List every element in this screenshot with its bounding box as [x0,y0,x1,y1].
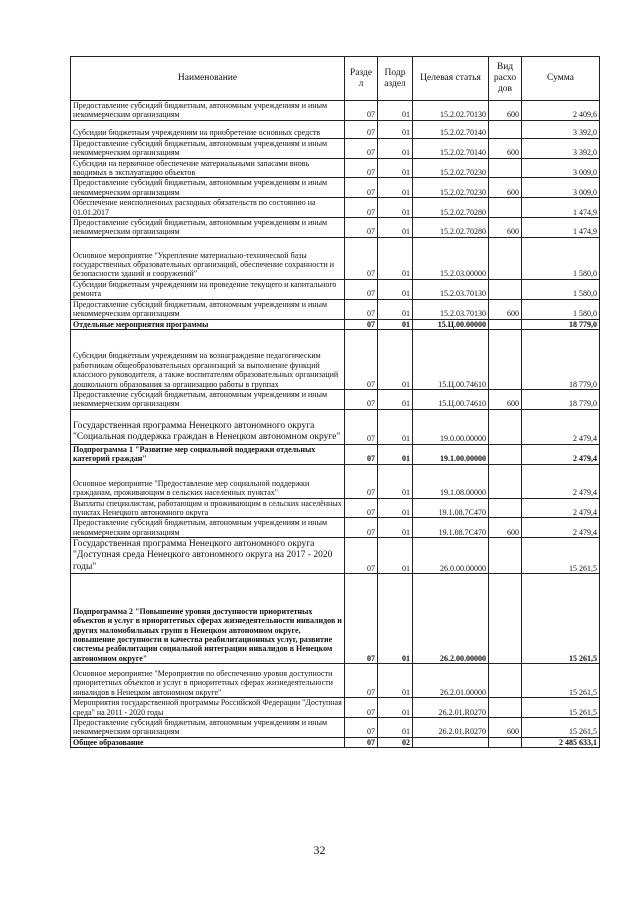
row-sum: 2 479,4 [522,409,600,444]
row-subsection: 02 [378,737,413,747]
row-subsection: 01 [378,498,413,518]
row-target: 19.0.00.00000 [413,409,489,444]
row-target [413,737,489,747]
row-expense-type [489,237,522,279]
table-row [71,138,600,158]
row-section: 07 [345,299,378,319]
row-target: 15.2.02.70230 [413,178,489,198]
row-target: 15.2.03.00000 [413,237,489,279]
row-sum: 1 580,0 [522,279,600,299]
row-section: 07 [345,409,378,444]
row-sum: 3 392,0 [522,120,600,138]
row-sum: 18 779,0 [522,329,600,389]
row-expense-type [489,329,522,389]
table-row [71,178,600,198]
row-expense-type: 600 [489,518,522,538]
row-subsection: 01 [378,664,413,698]
row-subsection: 01 [378,158,413,178]
row-subsection: 01 [378,198,413,218]
row-expense-type [489,664,522,698]
header-target: Целевая статья [413,57,489,101]
row-expense-type: 600 [489,138,522,158]
row-section: 07 [345,518,378,538]
header-expense-type: Вид расхо дов [489,57,522,101]
row-section: 07 [345,464,378,498]
row-sum: 15 261,5 [522,664,600,698]
row-target: 15.Ц.00.00000 [413,319,489,329]
row-section: 07 [345,717,378,737]
table-row [71,389,600,409]
row-target: 26.2.01.00000 [413,664,489,698]
row-sum: 2 479,4 [522,518,600,538]
row-sum: 15 261,5 [522,538,600,574]
row-target: 15.2.02.70130 [413,101,489,121]
row-expense-type [489,737,522,747]
row-name: Предоставление субсидий бюджетным, автономным учреждениям и иным некоммерческим организациям [71,138,345,158]
row-name: Подпрограмма 2 "Повышение уровня доступности приоритетных объектов и услуг в приоритетных сферах жизнедеятельности инвалидов и других маломобильных групп в Ненецком автономном округе, повышение доступности и качества реабилитационных услуг, развитие системы реабилитации социальной интеграции инвалидов в Ненецком автономном округе" [71,574,345,664]
row-name: Государственная программа Ненецкого автономного округа "Социальная поддержка граждан в Ненецком автономном округе" [71,409,345,444]
table-row [71,409,600,444]
row-name: Подпрограмма 1 "Развитие мер социальной поддержки отдельных категорий граждан" [71,444,345,464]
row-name: Предоставление субсидий бюджетным, автономным учреждениям и иным некоммерческим организациям [71,717,345,737]
row-section: 07 [345,664,378,698]
row-sum: 3 392,0 [522,138,600,158]
row-target: 15.2.02.70280 [413,218,489,238]
row-expense-type: 600 [489,717,522,737]
row-name: Субсидии бюджетным учреждениям на приобретение основных средств [71,120,345,138]
row-target: 26.2.01.R0270 [413,717,489,737]
row-subsection: 01 [378,409,413,444]
row-name: Субсидии на первичное обеспечение материальными запасами вновь вводимых в эксплуатацию объектов [71,158,345,178]
row-target: 15.2.02.70280 [413,198,489,218]
row-section: 07 [345,538,378,574]
row-expense-type [489,198,522,218]
row-name: Предоставление субсидий бюджетным, автономным учреждениям и иным некоммерческим организациям [71,299,345,319]
row-subsection: 01 [378,279,413,299]
table-body [71,101,600,748]
row-subsection: 01 [378,538,413,574]
row-name: Основное мероприятие "Укрепление материально-технической базы государственных образовательных организаций, обеспечение сохранности и безопасности зданий и сооружений" [71,237,345,279]
row-subsection: 01 [378,101,413,121]
row-section: 07 [345,237,378,279]
table-row [71,518,600,538]
table-row [71,299,600,319]
row-expense-type [489,120,522,138]
row-name: Основное мероприятие "Предоставление мер социальной поддержки гражданам, проживающим в сельских населенных пунктах" [71,464,345,498]
table-row [71,218,600,238]
row-name: Общее образование [71,737,345,747]
row-subsection: 01 [378,574,413,664]
row-section: 07 [345,444,378,464]
row-section: 07 [345,698,378,718]
row-section: 07 [345,138,378,158]
row-name: Государственная программа Ненецкого автономного округа "Доступная среда Ненецкого автономного округа на 2017 - 2020 годы" [71,538,345,574]
table-row [71,329,600,389]
table-row [71,698,600,718]
row-name: Предоставление субсидий бюджетным, автономным учреждениям и иным некоммерческим организациям [71,178,345,198]
row-expense-type [489,538,522,574]
row-section: 07 [345,218,378,238]
row-target: 26.2.01.R0270 [413,698,489,718]
row-section: 07 [345,319,378,329]
table-header-row [71,57,600,101]
row-target: 15.2.02.70140 [413,138,489,158]
row-target: 26.2.00.00000 [413,574,489,664]
row-expense-type [489,319,522,329]
row-sum: 3 009,0 [522,178,600,198]
row-sum: 2 409,6 [522,101,600,121]
row-subsection: 01 [378,464,413,498]
row-subsection: 01 [378,319,413,329]
header-name: Наименование [71,57,345,101]
row-sum: 2 479,4 [522,444,600,464]
row-sum: 15 261,5 [522,717,600,737]
row-sum: 18 779,0 [522,389,600,409]
row-sum: 2 479,4 [522,498,600,518]
row-subsection: 01 [378,444,413,464]
table-row [71,664,600,698]
row-sum: 18 779,0 [522,319,600,329]
table-row [71,737,600,747]
row-name: Выплаты специалистам, работающим и проживающим в сельских населённых пунктах Ненецкого автономного округа [71,498,345,518]
row-sum: 2 479,4 [522,464,600,498]
row-target: 19.1.08.7C470 [413,518,489,538]
header-sum: Сумма [522,57,600,101]
budget-table [70,56,600,748]
header-subsection: Подр аздел [378,57,413,101]
row-sum: 1 474,9 [522,198,600,218]
row-subsection: 01 [378,518,413,538]
row-expense-type [489,409,522,444]
row-subsection: 01 [378,120,413,138]
row-section: 07 [345,574,378,664]
table-row [71,158,600,178]
row-subsection: 01 [378,698,413,718]
row-expense-type [489,698,522,718]
table-row [71,101,600,121]
row-section: 07 [345,737,378,747]
row-section: 07 [345,198,378,218]
row-subsection: 01 [378,717,413,737]
table-row [71,120,600,138]
row-sum: 15 261,5 [522,574,600,664]
row-expense-type: 600 [489,299,522,319]
row-subsection: 01 [378,329,413,389]
row-target: 15.2.03.70130 [413,299,489,319]
row-expense-type: 600 [489,389,522,409]
row-target: 15.2.03.70130 [413,279,489,299]
row-sum: 3 009,0 [522,158,600,178]
row-name: Предоставление субсидий бюджетным, автономным учреждениям и иным некоммерческим организациям [71,389,345,409]
row-subsection: 01 [378,237,413,279]
row-target: 15.2.02.70230 [413,158,489,178]
row-expense-type [489,444,522,464]
row-section: 07 [345,158,378,178]
table-row [71,717,600,737]
row-target: 26.0.00.00000 [413,538,489,574]
row-name: Предоставление субсидий бюджетным, автономным учреждениям и иным некоммерческим организациям [71,101,345,121]
table-row [71,498,600,518]
row-name: Отдельные мероприятия программы [71,319,345,329]
row-name: Предоставление субсидий бюджетным, автономным учреждениям и иным некоммерческим организациям [71,518,345,538]
row-expense-type: 600 [489,101,522,121]
row-subsection: 01 [378,138,413,158]
row-expense-type [489,574,522,664]
row-subsection: 01 [378,389,413,409]
row-sum: 2 485 633,1 [522,737,600,747]
table-row [71,279,600,299]
row-subsection: 01 [378,299,413,319]
row-target: 15.2.02.70140 [413,120,489,138]
row-section: 07 [345,120,378,138]
row-section: 07 [345,498,378,518]
row-name: Обеспечение неисполненных расходных обязательств по состоянию на 01.01.2017 [71,198,345,218]
row-name: Субсидии бюджетным учреждениям на вознаграждение педагогическим работникам общеобразовательных организаций за выполнение функций классного руководителя, а также воспитателям образовательных организаций дошкольного образования за организацию работы в группах [71,329,345,389]
row-name: Субсидии бюджетным учреждениям на проведение текущего и капитального ремонта [71,279,345,299]
row-name: Предоставление субсидий бюджетным, автономным учреждениям и иным некоммерческим организациям [71,218,345,238]
row-expense-type: 600 [489,218,522,238]
row-section: 07 [345,329,378,389]
row-expense-type [489,464,522,498]
row-sum: 1 474,9 [522,218,600,238]
row-sum: 15 261,5 [522,698,600,718]
row-subsection: 01 [378,218,413,238]
table-row [71,444,600,464]
row-target: 15.Ц.00.74610 [413,329,489,389]
row-expense-type [489,158,522,178]
table-row [71,319,600,329]
table-row [71,464,600,498]
row-target: 19.1.08.7C470 [413,498,489,518]
table-row [71,538,600,574]
table-row [71,198,600,218]
row-target: 19.1.08.00000 [413,464,489,498]
row-expense-type [489,279,522,299]
row-expense-type: 600 [489,178,522,198]
row-subsection: 01 [378,178,413,198]
header-section: Разде л [345,57,378,101]
row-sum: 1 580,0 [522,237,600,279]
row-section: 07 [345,389,378,409]
table-row [71,237,600,279]
row-section: 07 [345,178,378,198]
row-section: 07 [345,101,378,121]
row-sum: 1 580,0 [522,299,600,319]
table-row [71,574,600,664]
row-expense-type [489,498,522,518]
page-number: 32 [313,843,326,857]
row-section: 07 [345,279,378,299]
row-name: Мероприятия государственной программы Российской Федерации "Доступная среда" на 2011 - 2020 годы [71,698,345,718]
row-target: 15.Ц.00.74610 [413,389,489,409]
row-target: 19.1.00.00000 [413,444,489,464]
row-name: Основное мероприятие "Мероприятия по обеспечению уровня доступности приоритетных объектов и услуг в приоритетных сферах жизнедеятельности инвалидов в Ненецком автономном округе" [71,664,345,698]
